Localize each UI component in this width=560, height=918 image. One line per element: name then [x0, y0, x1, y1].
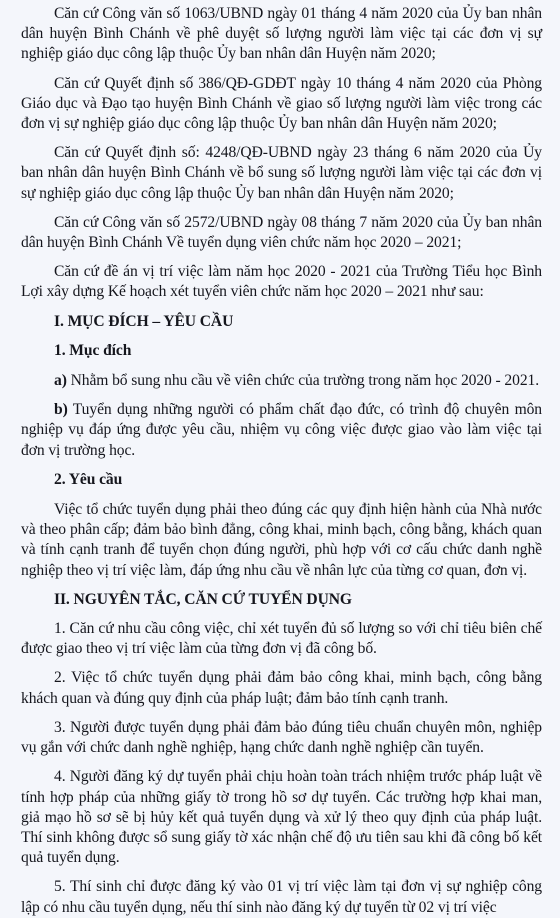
principle-item-4: 4. Người đăng ký dự tuyển phải chịu hoàn toàn trách nhiệm trước pháp luật về tính hợp pháp của những giấy tờ trong hồ sơ dự tuyển. Các trường hợp khai man, giả mạo hồ sơ sẽ bị hủy kết quả tuyển dụng và xử lý theo quy định của pháp luật. Thí sinh không được sổ sung giấy tờ xác nhận chế độ ưu tiên sau khi đã công bố kết quả tuyển dụng. — [21, 768, 542, 867]
principle-item-2: 2. Việc tổ chức tuyển dụng phải đảm bảo công khai, minh bạch, công bằng khách quan và đúng quy định của pháp luật; đảm bảo tính cạnh tranh. — [21, 669, 542, 707]
purpose-item-b-text: Tuyển dụng những người có phẩm chất đạo đức, có trình độ chuyên môn nghiệp vụ đáp ứng được yêu cầu, nhiệm vụ công việc được giao vào làm việc tại đơn vị trường học. — [21, 401, 542, 459]
paragraph-legal-basis-2: Căn cứ Quyết định số 386/QĐ-GDĐT ngày 10 tháng 4 năm 2020 của Phòng Giáo dục và Đạo tạo huyện Bình Chánh về giao số lượng người làm việc trong các đơn vị sự nghiệp giáo dục công lập thuộc Ủy ban nhân dân Huyện năm 2020; — [21, 74, 542, 133]
section-heading-principles: II. NGUYÊN TẮC, CĂN CỨ TUYỂN DỤNG — [54, 590, 352, 608]
paragraph-legal-basis-1: Căn cứ Công văn số 1063/UBND ngày 01 tháng 4 năm 2020 của Ủy ban nhân dân huyện Bình Chánh về phê duyệt số lượng người làm việc tại các đơn vị sự nghiệp giáo dục công lập thuộc Ủy ban nhân dân Huyện năm 2020; — [21, 5, 542, 63]
purpose-item-a-text: Nhằm bổ sung nhu cầu về viên chức của trường trong năm học 2020 - 2021. — [66, 372, 540, 390]
paragraph-legal-basis-4: Căn cứ Công văn số 2572/UBND ngày 08 tháng 7 năm 2020 của Ủy ban nhân dân huyện Bình Chánh Về tuyển dụng viên chức năm học 2020 – 2021; — [21, 213, 542, 252]
principle-item-3: 3. Người được tuyển dụng phải đảm bảo đúng tiêu chuẩn chuyên môn, nghiệp vụ gắn với chức danh nghề nghiệp, hạng chức danh nghề nghiệp cần tuyển. — [21, 718, 542, 757]
principle-item-5: 5. Thí sinh chỉ được đăng ký vào 01 vị trí việc làm tại đơn vị sự nghiệp công lập có nhu cầu tuyển dụng, nếu thí sinh nào đăng ký dự tuyển từ 02 vị trí việc — [21, 878, 542, 916]
principle-item-1: 1. Căn cứ nhu cầu công việc, chỉ xét tuyển đủ số lượng so với chỉ tiêu biên chế được giao theo vị trí việc làm của từng đơn vị đã công bố. — [21, 620, 542, 658]
section-heading-purpose-requirements: I. MỤC ĐÍCH – YÊU CẦU — [54, 312, 234, 330]
paragraph-legal-basis-3: Căn cứ Quyết định số: 4248/QĐ-UBND ngày 23 tháng 6 năm 2020 của Ủy ban nhân dân huyện Bình Chánh về bổ sung số lượng người làm việc tại các đơn vị sự nghiệp giáo dục công lập thuộc Ủy ban nhân dân Huyện năm 2020; — [21, 144, 542, 202]
subsection-heading-requirements: 2. Yêu cầu — [54, 470, 123, 488]
item-label-b: b) — [54, 401, 68, 419]
purpose-item-a — [21, 371, 542, 391]
paragraph-legal-basis-5: Căn cứ đề án vị trí việc làm năm học 2020 - 2021 của Trường Tiểu học Bình Lợi xây dựng Kế hoạch xét tuyển viên chức năm học 2020 – 2021 như sau: — [21, 263, 542, 301]
subsection-heading-purpose: 1. Mục đích — [54, 341, 132, 359]
purpose-item-b — [21, 400, 542, 461]
item-label-a: a) — [54, 372, 67, 390]
requirements-text: Việc tổ chức tuyển dụng phải theo đúng các quy định hiện hành của Nhà nước và theo phân cấp; đảm bảo bình đẳng, công khai, minh bạch, công bằng, khách quan và tính cạnh tranh để tuyển chọn đúng người, phù hợp với cơ cấu chức danh nghề nghiệp theo vị trí việc làm, đáp ứng nhu cầu về nhân lực của từng cơ quan, đơn vị. — [21, 501, 542, 579]
